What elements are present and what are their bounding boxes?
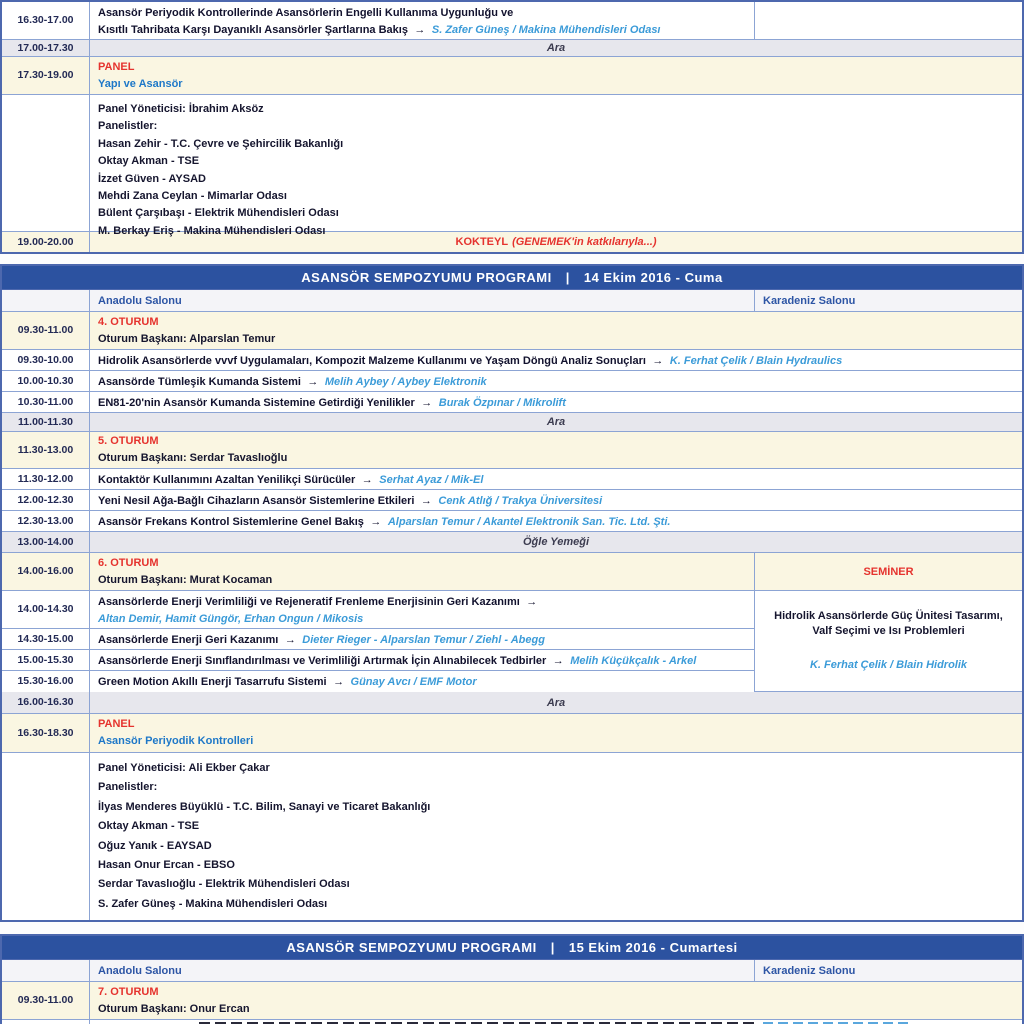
lunch-label: Öğle Yemeği: [522, 536, 590, 548]
salon-right-label: Karadeniz Salonu: [763, 964, 856, 977]
cocktail-title: KOKTEYL: [455, 236, 509, 248]
break-label: Ara: [546, 696, 566, 709]
time-cell: [2, 1020, 90, 1024]
lunch-row: [2, 532, 1022, 553]
talk-row: [2, 350, 1022, 371]
program-date: 15 Ekim 2016 - Cumartesi: [568, 940, 738, 955]
panel-row: [2, 57, 1022, 95]
time-cell: 11.30-13.00: [2, 432, 90, 468]
seminar-title: Hidrolik Asansörlerde Güç Ünitesi Tasarımı,: [774, 610, 1003, 622]
anadolu-track: [2, 591, 754, 691]
break-label: Ara: [546, 416, 566, 428]
program-date: 14 Ekim 2016 - Cuma: [583, 270, 723, 285]
talk-speaker: S. Zafer Güneş / Makina Mühendisleri Odası: [431, 23, 661, 36]
time-cell: 12.30-13.00: [2, 511, 90, 531]
salon-left-label: Anadolu Salonu: [98, 964, 182, 977]
panel-moderator: Panel Yöneticisi: İbrahim Aksöz: [98, 103, 264, 115]
time-cell: 14.30-15.00: [2, 629, 90, 649]
session-chair: Oturum Başkanı: Alparslan Temur: [98, 332, 276, 345]
arrow-icon: →: [526, 595, 538, 608]
panelist: Serdar Tavaslıoğlu - Elektrik Mühendisleri Odası: [98, 878, 350, 891]
salon-right-label: Karadeniz Salonu: [763, 294, 856, 307]
table-row: [2, 2, 1022, 40]
panelist: Hasan Zehir - T.C. Çevre ve Şehircilik Bakanlığı: [98, 137, 344, 150]
session-chair: Oturum Başkanı: Murat Kocaman: [98, 573, 273, 586]
time-cell: 09.30-11.00: [2, 312, 90, 349]
talk-row: [2, 490, 1022, 511]
program-table-day1: [0, 0, 1024, 254]
session-row: [2, 982, 1022, 1020]
talk-title: Yeni Nesil Ağa-Bağlı Cihazların Asansör Sistemlerine Etkileri: [98, 494, 415, 507]
time-cell: 16.00-16.30: [2, 692, 90, 713]
panelist: Hasan Onur Ercan - EBSO: [98, 859, 235, 872]
panelist: İlyas Menderes Büyüklü - T.C. Bilim, Sanayi ve Ticaret Bakanlığı: [98, 800, 431, 813]
break-row: [2, 40, 1022, 57]
arrow-icon: →: [421, 396, 433, 409]
session-row: [2, 312, 1022, 350]
talk-speaker: Dieter Rieger - Alparslan Temur / Ziehl - Abegg: [302, 633, 545, 646]
time-cell: 16.30-18.30: [2, 714, 90, 752]
arrow-icon: →: [361, 473, 373, 486]
session-title: 5. OTURUM: [98, 435, 159, 447]
salon-header-row: [2, 960, 1022, 982]
time-cell: 09.30-10.00: [2, 350, 90, 370]
session-chair: Oturum Başkanı: Serdar Tavaslıoğlu: [98, 452, 288, 464]
talk-row: [2, 591, 754, 629]
panelist: M. Berkay Eriş - Makina Mühendisleri Odası: [98, 224, 326, 237]
program-table-day2: [0, 264, 1024, 922]
talk-speaker: Günay Avcı / EMF Motor: [350, 676, 477, 688]
talk-title: Asansörlerde Enerji Verimliliği ve Rejeneratif Frenleme Enerjisinin Geri Kazanımı: [98, 595, 520, 608]
panel-subtitle: Asansör Periyodik Kontrolleri: [98, 735, 254, 747]
panelist: İzzet Güven - AYSAD: [98, 172, 206, 185]
program-title: ASANSÖR SEMPOZYUMU PROGRAMI: [301, 270, 552, 285]
panelist: S. Zafer Güneş - Makina Mühendisleri Odası: [98, 897, 328, 910]
panelist: Bülent Çarşıbaşı - Elektrik Mühendisleri Odası: [98, 207, 339, 220]
session-row-with-seminar: [2, 553, 1022, 591]
day-header: [2, 936, 1022, 960]
break-label: Ara: [546, 42, 566, 54]
time-cell: 12.00-12.30: [2, 490, 90, 510]
panelist: Mehdi Zana Ceylan - Mimarlar Odası: [98, 190, 287, 203]
panel-title: PANEL: [98, 60, 135, 73]
talk-row: [2, 629, 754, 650]
time-cell: 14.00-14.30: [2, 591, 90, 628]
section-gap: [0, 254, 1024, 264]
time-cell: 11.30-12.00: [2, 469, 90, 489]
talk-speaker: Melih Küçükçalık - Arkel: [570, 654, 697, 667]
time-cell: 14.00-16.00: [2, 553, 90, 590]
panel-title: PANEL: [98, 718, 135, 730]
clipped-talk-row: [2, 1020, 1022, 1024]
arrow-icon: →: [370, 515, 382, 528]
talk-title: EN81-20'nin Asansör Kumanda Sistemine Getirdiği Yenilikler: [98, 396, 415, 409]
talk-row: [2, 671, 754, 692]
arrow-icon: →: [552, 654, 564, 667]
salon-header-row: [2, 290, 1022, 312]
panel-subtitle: Yapı ve Asansör: [98, 77, 183, 90]
cocktail-note: (GENEMEK'in katkılarıyla...): [512, 236, 657, 248]
arrow-icon: →: [414, 23, 426, 36]
seminar-header-cell: SEMİNER: [754, 553, 1022, 590]
time-cell: [2, 290, 90, 311]
time-cell: 11.00-11.30: [2, 413, 90, 431]
talk-title: Asansörlerde Enerji Geri Kazanımı: [98, 633, 279, 646]
panelist: Oğuz Yanık - EAYSAD: [98, 839, 212, 852]
time-cell: [2, 95, 90, 231]
talk-title: Asansörlerde Enerji Sınıflandırılması ve Verimliliği Artırmak İçin Alınabilecek Tedbirler: [98, 654, 547, 667]
time-cell: 16.30-17.00: [2, 2, 90, 39]
talk-speaker: Serhat Ayaz / Mik-El: [379, 473, 484, 486]
salon-left-label: Anadolu Salonu: [98, 294, 182, 307]
panel-row: [2, 714, 1022, 753]
talk-speaker: Burak Özpınar / Mikrolift: [438, 396, 566, 409]
day-header: [2, 266, 1022, 290]
talk-title: Green Motion Akıllı Enerji Tasarrufu Sistemi: [98, 676, 327, 688]
time-cell: 17.30-19.00: [2, 57, 90, 94]
arrow-icon: →: [284, 633, 296, 646]
talk-row: [2, 392, 1022, 413]
session-title: 4. OTURUM: [98, 315, 159, 328]
talk-title: Asansör Frekans Kontrol Sistemlerine Genel Bakış: [98, 515, 364, 528]
program-title: ASANSÖR SEMPOZYUMU PROGRAMI: [286, 940, 537, 955]
seminar-speaker: K. Ferhat Çelik / Blain Hidrolik: [809, 659, 968, 671]
arrow-icon: →: [333, 676, 345, 688]
time-cell: 09.30-11.00: [2, 982, 90, 1019]
talk-row: [2, 371, 1022, 392]
header-separator: |: [565, 270, 570, 285]
panel-moderator: Panel Yöneticisi: Ali Ekber Çakar: [98, 762, 270, 774]
break-row: [2, 413, 1022, 432]
talk-title: Asansörde Tümleşik Kumanda Sistemi: [98, 375, 301, 388]
session-row: [2, 432, 1022, 469]
panelists-label: Panelistler:: [98, 781, 158, 794]
panel-details-row: [2, 95, 1022, 237]
parallel-block: [2, 591, 1022, 692]
panelists-label: Panelistler:: [98, 120, 158, 133]
arrow-icon: →: [652, 354, 664, 367]
arrow-icon: →: [307, 375, 319, 388]
header-separator: |: [550, 940, 555, 955]
talk-speaker: Alparslan Temur / Akantel Elektronik San. Tic. Ltd. Şti.: [387, 515, 671, 528]
talk-row: [2, 650, 754, 671]
talk-title: Asansör Periyodik Kontrollerinde Asansörlerin Engelli Kullanıma Uygunluğu ve: [98, 6, 514, 19]
time-cell: 13.00-14.00: [2, 532, 90, 552]
talk-speaker: Cenk Atlığ / Trakya Üniversitesi: [438, 494, 603, 507]
section-gap: [0, 922, 1024, 934]
panelist: Oktay Akman - TSE: [98, 820, 200, 833]
talk-title: Hidrolik Asansörlerde vvvf Uygulamaları, Kompozit Malzeme Kullanımı ve Yaşam Döngü Analiz Sonuçları: [98, 354, 646, 367]
seminar-title-line2: Valf Seçimi ve Isı Problemleri: [812, 625, 965, 637]
talk-speaker: K. Ferhat Çelik / Blain Hydraulics: [669, 354, 843, 367]
session-chair: Oturum Başkanı: Onur Ercan: [98, 1002, 250, 1015]
arrow-icon: →: [420, 494, 432, 507]
cocktail-row: [2, 232, 1022, 252]
talk-row: [2, 511, 1022, 532]
talk-speaker: Melih Aybey / Aybey Elektronik: [324, 375, 487, 388]
panelist: Oktay Akman - TSE: [98, 155, 200, 168]
time-cell: 19.00-20.00: [2, 232, 90, 252]
program-table-day3: [0, 934, 1024, 1024]
seminar-description-cell: [754, 591, 1022, 691]
talk-cell: [90, 2, 754, 39]
talk-title: Kontaktör Kullanımını Azaltan Yenilikçi Sürücüler: [98, 473, 356, 486]
session-title: 7. OTURUM: [98, 985, 159, 998]
time-cell: [2, 753, 90, 920]
talk-speaker: Altan Demir, Hamit Güngör, Erhan Ongun / Mikosis: [98, 612, 364, 625]
time-cell: [2, 960, 90, 981]
talk-row: [2, 469, 1022, 490]
time-cell: 15.00-15.30: [2, 650, 90, 670]
empty-right-cell: [754, 2, 1022, 39]
time-cell: 10.00-10.30: [2, 371, 90, 391]
time-cell: 15.30-16.00: [2, 671, 90, 692]
time-cell: 17.00-17.30: [2, 40, 90, 56]
panel-details-row: [2, 753, 1022, 920]
talk-title-line2: Kısıtlı Tahribata Karşı Dayanıklı Asansörler Şartlarına Bakış: [98, 23, 408, 36]
break-row: [2, 692, 1022, 714]
session-title: 6. OTURUM: [98, 556, 159, 569]
time-cell: 10.30-11.00: [2, 392, 90, 412]
